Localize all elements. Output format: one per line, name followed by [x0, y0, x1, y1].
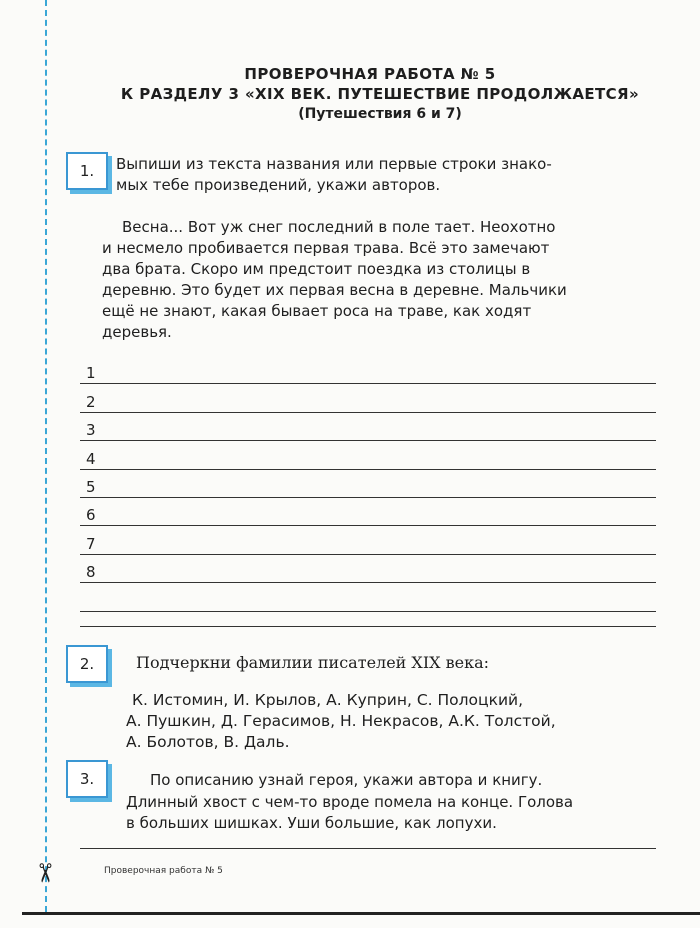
- task-3-number-badge: 3.: [66, 760, 108, 798]
- passage-line: ещё не знают, какая бывает роса на траве, как ходят: [102, 302, 532, 320]
- writer-names-line: А. Болотов, В. Даль.: [126, 733, 290, 751]
- answer-lines: [80, 356, 656, 612]
- description-line: в больших шишках. Уши большие, как лопухи.: [126, 814, 497, 832]
- description-line: Длинный хвост с чем-то вроде помела на конце. Голова: [126, 793, 574, 811]
- task-1-instruction-line: мых тебе произведений, укажи авторов.: [116, 176, 441, 194]
- page-footer: Проверочная работа № 5: [104, 866, 223, 876]
- task-1-passage: [102, 217, 672, 343]
- task-1-instruction: [116, 154, 552, 196]
- answer-line-number: 2: [86, 392, 96, 411]
- section-title: К РАЗДЕЛУ 3 «XIX ВЕК. ПУТЕШЕСТВИЕ ПРОДОЛЖАЕТСЯ»: [120, 85, 640, 103]
- passage-line: Весна... Вот уж снег последний в поле тает. Неохотно: [122, 218, 556, 236]
- task-3-instruction: По описанию узнай героя, укажи автора и книгу.: [150, 771, 543, 789]
- answer-line[interactable]: [80, 384, 656, 412]
- answer-line-number: 4: [86, 449, 96, 468]
- answer-line-number: 7: [86, 534, 96, 553]
- answer-line-number: 6: [86, 506, 96, 525]
- passage-line: и несмело пробивается первая трава. Всё это замечают: [102, 239, 550, 257]
- task-1-instruction-line: Выпиши из текста названия или первые строки знако-: [116, 155, 552, 173]
- task-2-names: [126, 690, 556, 753]
- answer-line-number: 8: [86, 563, 96, 582]
- answer-line[interactable]: [80, 413, 656, 441]
- answer-line-number: 3: [86, 421, 96, 440]
- worksheet-title: ПРОВЕРОЧНАЯ РАБОТА № 5: [244, 65, 496, 83]
- task-3-description: [126, 792, 573, 834]
- task-2-number-badge: 2.: [66, 645, 108, 683]
- writer-names-line: А. Пушкин, Д. Герасимов, Н. Некрасов, А.К. Толстой,: [126, 712, 556, 730]
- passage-line: два брата. Скоро им предстоит поездка из столицы в: [102, 260, 531, 278]
- answer-line[interactable]: [80, 848, 656, 849]
- passage-line: деревья.: [102, 323, 172, 341]
- cut-line: [45, 0, 47, 912]
- section-subtitle: (Путешествия 6 и 7): [298, 106, 462, 122]
- answer-line[interactable]: [80, 356, 656, 384]
- answer-line[interactable]: [80, 526, 656, 554]
- answer-line[interactable]: [80, 583, 656, 611]
- answer-line[interactable]: [80, 555, 656, 583]
- answer-line[interactable]: [80, 470, 656, 498]
- scissors-icon: ✂: [28, 862, 59, 884]
- answer-line-number: 5: [86, 477, 96, 496]
- answer-line[interactable]: [80, 626, 656, 627]
- task-2-instruction: Подчеркни фамилии писателей XIX века:: [136, 653, 490, 672]
- writer-names-line: К. Истомин, И. Крылов, А. Куприн, С. Полоцкий,: [132, 691, 524, 709]
- worksheet-header: [0, 64, 700, 124]
- answer-line-number: 1: [86, 364, 96, 383]
- bottom-rule: [22, 912, 700, 915]
- answer-line[interactable]: [80, 498, 656, 526]
- task-1-number-badge: 1.: [66, 152, 108, 190]
- answer-line[interactable]: [80, 441, 656, 469]
- passage-line: деревню. Это будет их первая весна в деревне. Мальчики: [102, 281, 567, 299]
